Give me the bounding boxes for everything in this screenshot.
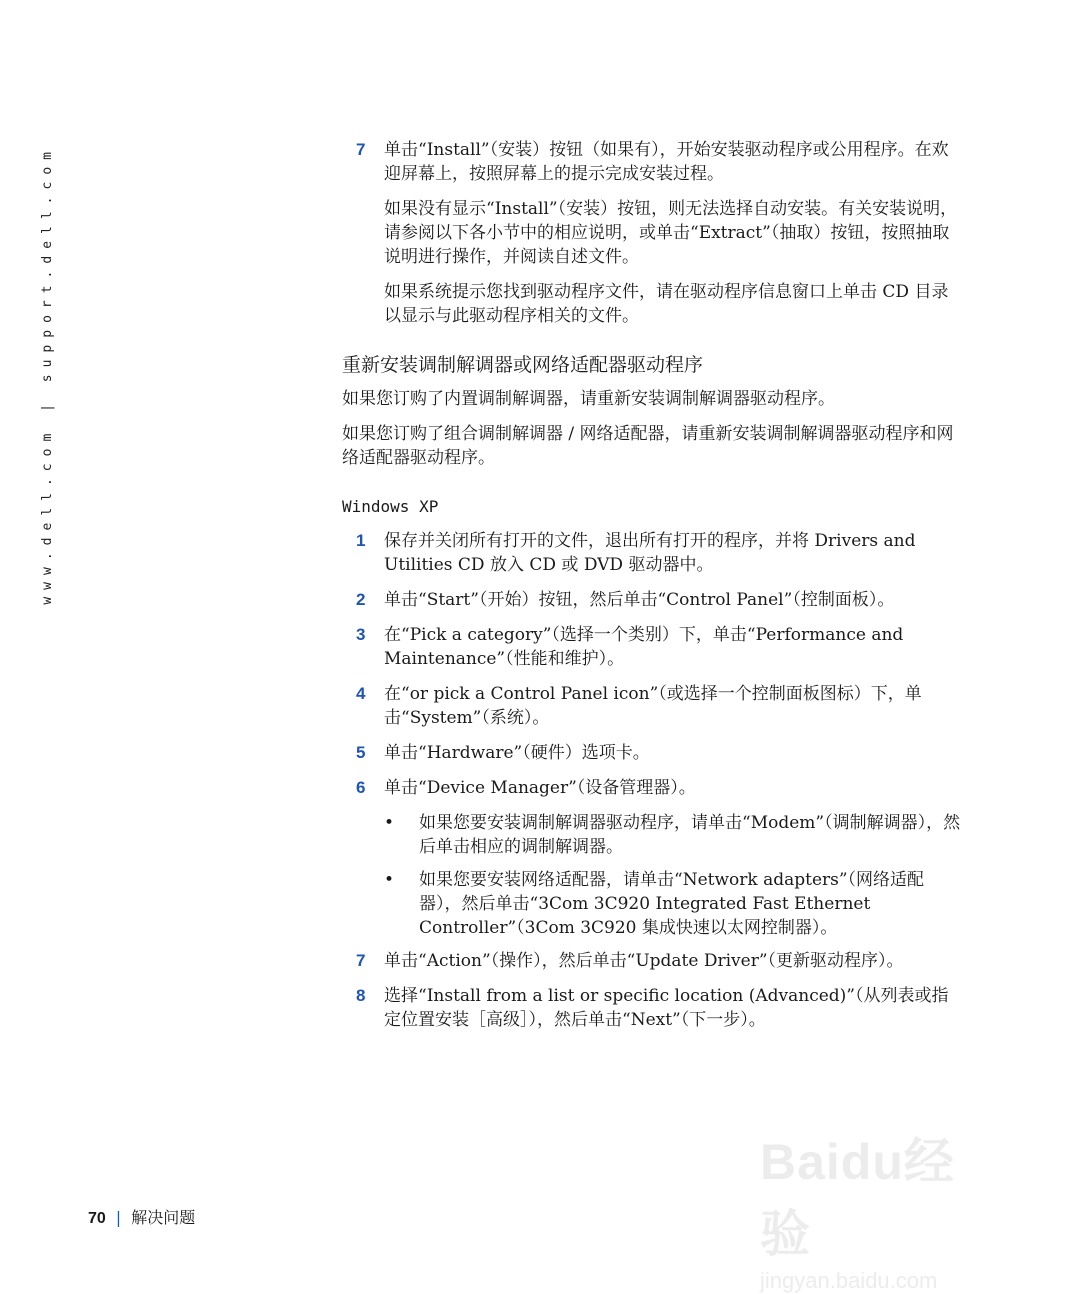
step-number: 5 [356,743,366,762]
baidu-watermark [760,1122,1005,1293]
step-3 [342,623,964,671]
bullet-modem [342,811,964,859]
step-number: 8 [356,986,366,1005]
step-text: 在“or pick a Control Panel icon”（或选择一个控制面板图标）下，单击“System”（系统）。 [384,684,922,728]
step-7-top [342,138,964,328]
step-text: 单击“Device Manager”（设备管理器）。 [384,778,696,798]
section-para-2: 如果您订购了组合调制解调器 / 网络适配器，请重新安装调制解调器驱动程序和网络适配器驱动程序。 [342,424,954,468]
step-text: 单击“Action”（操作），然后单击“Update Driver”（更新驱动程序）。 [384,951,904,971]
bullet-mark: • [384,870,395,890]
footer-title: 解决问题 [131,1208,196,1227]
step-text: 保存并关闭所有打开的文件，退出所有打开的程序，并将 Drivers and Utilities CD 放入 CD 或 DVD 驱动器中。 [384,531,916,575]
footer-separator: | [115,1208,122,1227]
step-number: 7 [356,951,366,970]
step-text: 选择“Install from a list or specific location (Advanced)”（从列表或指定位置安装［高级］），然后单击“Next”（下一步）。 [384,986,949,1030]
step-5 [342,741,964,765]
step-7 [342,949,964,973]
step-text: 单击“Start”（开始）按钮，然后单击“Control Panel”（控制面板）。 [384,590,895,610]
step-number: 2 [356,590,366,609]
watermark-url: jingyan.baidu.com [760,1268,938,1293]
step-text: 在“Pick a category”（选择一个类别）下，单击“Performance and Maintenance”（性能和维护）。 [384,625,904,669]
step-text: 单击“Hardware”（硬件）选项卡。 [384,743,650,763]
bullet-mark: • [384,813,395,833]
page-number: 70 [88,1210,106,1227]
step-number: 3 [356,625,366,644]
step-2 [342,588,964,612]
bullet-network [342,868,964,940]
sidebar-url: www.dell.com | support.dell.com [40,145,55,605]
step-8 [342,984,964,1032]
step-number: 7 [356,140,366,159]
step-number: 4 [356,684,366,703]
step-number: 1 [356,531,366,550]
section-para-1: 如果您订购了内置调制解调器，请重新安装调制解调器驱动程序。 [342,389,835,409]
step-1 [342,529,964,577]
main-content [342,138,964,1043]
bullet-text: 如果您要安装网络适配器，请单击“Network adapters”（网络适配器），然后单击“3Com 3C920 Integrated Fast Ethernet Controller”（3Com 3C920 集成快速以太网控制器）。 [419,870,925,938]
page-footer [88,1205,195,1228]
section-heading: 重新安装调制解调器或网络适配器驱动程序 [342,355,704,376]
step-note-1: 如果没有显示“Install”（安装）按钮，则无法选择自动安装。有关安装说明，请参阅以下各小节中的相应说明，或单击“Extract”（抽取）按钮，按照抽取说明进行操作，并阅读自述文件。 [384,199,958,267]
step-6 [342,776,964,800]
os-heading: Windows XP [342,497,439,516]
step-number: 6 [356,778,366,797]
watermark-logo: Baidu经验 [760,1134,955,1262]
step-4 [342,682,964,730]
step-text: 单击“Install”（安装）按钮（如果有），开始安装驱动程序或公用程序。在欢迎屏幕上，按照屏幕上的提示完成安装过程。 [384,140,949,184]
bullet-text: 如果您要安装调制解调器驱动程序，请单击“Modem”（调制解调器），然后单击相应的调制解调器。 [419,813,961,857]
step-note-2: 如果系统提示您找到驱动程序文件，请在驱动程序信息窗口上单击 CD 目录以显示与此驱动程序相关的文件。 [384,282,949,326]
